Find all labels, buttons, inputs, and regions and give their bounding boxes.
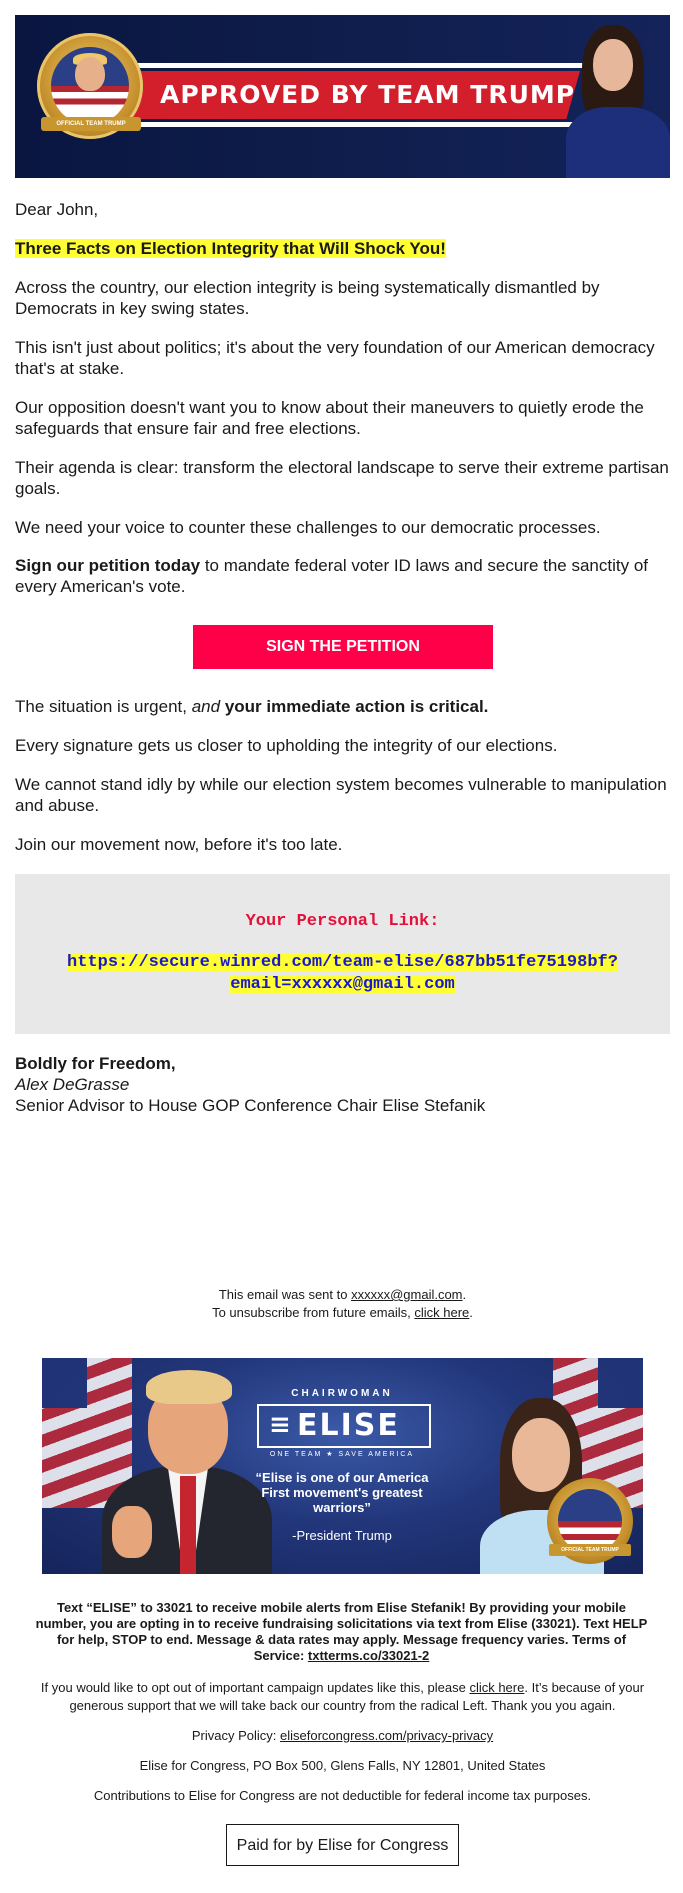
sent-to-suffix: . bbox=[462, 1287, 467, 1302]
personal-link-label: Your Personal Link: bbox=[245, 912, 440, 931]
optout-notice bbox=[15, 1679, 670, 1715]
seal-portrait-face bbox=[75, 57, 105, 91]
personal-link-url-line2[interactable]: email=xxxxxx@gmail.com bbox=[230, 975, 455, 994]
sms-terms-link[interactable]: txtterms.co/33021-2 bbox=[307, 1648, 430, 1663]
sms-notice bbox=[35, 1600, 648, 1664]
urgent-text: The situation is urgent, bbox=[15, 697, 192, 716]
chairwoman-label: CHAIRWOMAN bbox=[291, 1388, 393, 1399]
paragraph-4: Their agenda is clear: transform the electoral landscape to serve their extreme partisan goals. bbox=[15, 458, 669, 498]
unsubscribe-suffix: . bbox=[469, 1305, 473, 1320]
urgent-and: and bbox=[191, 697, 221, 716]
header-banner bbox=[15, 15, 670, 178]
signature-name: Alex DeGrasse bbox=[15, 1075, 130, 1094]
portrait-hair bbox=[146, 1370, 232, 1404]
paid-for-box: Paid for by Elise for Congress bbox=[226, 1824, 459, 1866]
portrait-dress bbox=[566, 107, 670, 178]
paragraph-2: This isn't just about politics; it's about the very foundation of our American democracy that's at stake. bbox=[15, 338, 655, 378]
optout-link[interactable]: click here bbox=[469, 1680, 525, 1695]
unsubscribe-prefix: To unsubscribe from future emails, bbox=[212, 1305, 415, 1320]
seal-ribbon: OFFICIAL TEAM TRUMP bbox=[549, 1544, 631, 1556]
banner-stripe-top bbox=[125, 63, 595, 68]
elise-promo-banner bbox=[42, 1358, 643, 1574]
signature-block bbox=[15, 1053, 670, 1116]
banner-headline: APPROVED BY TEAM TRUMP bbox=[160, 80, 576, 109]
optout-suffix: . It’s because of your generous support that we will take back our country from the radical Left. Thank you you again. bbox=[69, 1680, 645, 1713]
signature-title: Senior Advisor to House GOP Conference Chair Elise Stefanik bbox=[15, 1096, 486, 1115]
greeting: Dear John, bbox=[15, 200, 99, 219]
portrait-tie bbox=[180, 1476, 196, 1574]
paragraph-1: Across the country, our election integrity is being systematically dismantled by Democrats in key swing states. bbox=[15, 278, 600, 318]
signature-closing: Boldly for Freedom, bbox=[15, 1054, 176, 1073]
seal-ribbon: OFFICIAL TEAM TRUMP bbox=[41, 117, 141, 131]
sent-to-notice bbox=[15, 1286, 670, 1322]
privacy-policy-link[interactable]: eliseforcongress.com/privacy-privacy bbox=[280, 1728, 494, 1743]
elise-portrait bbox=[560, 15, 670, 178]
paragraph-8: Every signature gets us closer to upholding the integrity of our elections. bbox=[15, 736, 558, 755]
quote-attribution: -President Trump bbox=[292, 1528, 392, 1543]
sent-to-prefix: This email was sent to bbox=[218, 1287, 352, 1302]
elise-logo-word: ELISE bbox=[297, 1408, 400, 1443]
urgent-bold: your immediate action is critical. bbox=[220, 697, 489, 716]
elise-e-mark-icon: ≡ bbox=[269, 1410, 291, 1440]
paragraph-5: We need your voice to counter these challenges to our democratic processes. bbox=[15, 518, 601, 537]
tax-disclaimer: Contributions to Elise for Congress are not deductible for federal income tax purposes. bbox=[93, 1788, 592, 1803]
personal-link-box bbox=[15, 874, 670, 1034]
privacy-policy bbox=[15, 1727, 670, 1745]
portrait-face bbox=[593, 39, 633, 91]
banner-stripe-bottom bbox=[125, 122, 595, 127]
subject-highlight bbox=[15, 238, 670, 259]
paragraph-10: Join our movement now, before it's too late. bbox=[15, 835, 343, 854]
privacy-prefix: Privacy Policy: bbox=[191, 1728, 280, 1743]
mailing-address: Elise for Congress, PO Box 500, Glens Falls, NY 12801, United States bbox=[139, 1758, 546, 1773]
team-trump-seal-icon bbox=[37, 33, 143, 139]
petition-callout: Sign our petition today bbox=[15, 556, 201, 575]
unsubscribe-link[interactable]: click here bbox=[414, 1305, 470, 1320]
elise-tagline: ONE TEAM ★ SAVE AMERICA bbox=[269, 1451, 415, 1458]
team-trump-seal-icon bbox=[547, 1478, 633, 1564]
optout-prefix: If you would like to opt out of important campaign updates like this, please bbox=[40, 1680, 470, 1695]
flag-canton bbox=[42, 1358, 87, 1408]
paragraph-3: Our opposition doesn't want you to know about their maneuvers to quietly erode the safeguards that ensure fair and free elections. bbox=[15, 398, 644, 438]
personal-link-url-line1[interactable]: https://secure.winred.com/team-elise/687bb51fe75198bf? bbox=[67, 953, 618, 972]
paragraph-7 bbox=[15, 696, 670, 717]
elise-logo bbox=[257, 1404, 431, 1448]
sent-to-email-link[interactable]: xxxxxx@gmail.com bbox=[351, 1287, 463, 1302]
sms-notice-text: Text “ELISE” to 33021 to receive mobile alerts from Elise Stefanik! By providing your mobile number, you are opting in to receive fundraising solicitations via text from Elise (33021). Text HELP for help, STOP to end. Message & data rates may apply. Message frequency varies. Terms of Service: bbox=[35, 1600, 648, 1663]
thumbs-up-hand bbox=[112, 1506, 152, 1558]
subject-highlight-text: Three Facts on Election Integrity that Will Shock You! bbox=[15, 239, 446, 258]
trump-quote: “Elise is one of our America First movement's greatest warriors” bbox=[255, 1470, 429, 1515]
sign-petition-button[interactable]: SIGN THE PETITION bbox=[193, 625, 493, 669]
personal-link-url[interactable] bbox=[15, 952, 670, 996]
paragraph-9: We cannot stand idly by while our election system becomes vulnerable to manipulation and abuse. bbox=[15, 775, 667, 815]
petition-callout-rest: to mandate federal voter ID laws and secure the sanctity of every American's vote. bbox=[15, 556, 649, 596]
paragraph-6 bbox=[15, 555, 670, 597]
portrait-face bbox=[512, 1418, 570, 1492]
